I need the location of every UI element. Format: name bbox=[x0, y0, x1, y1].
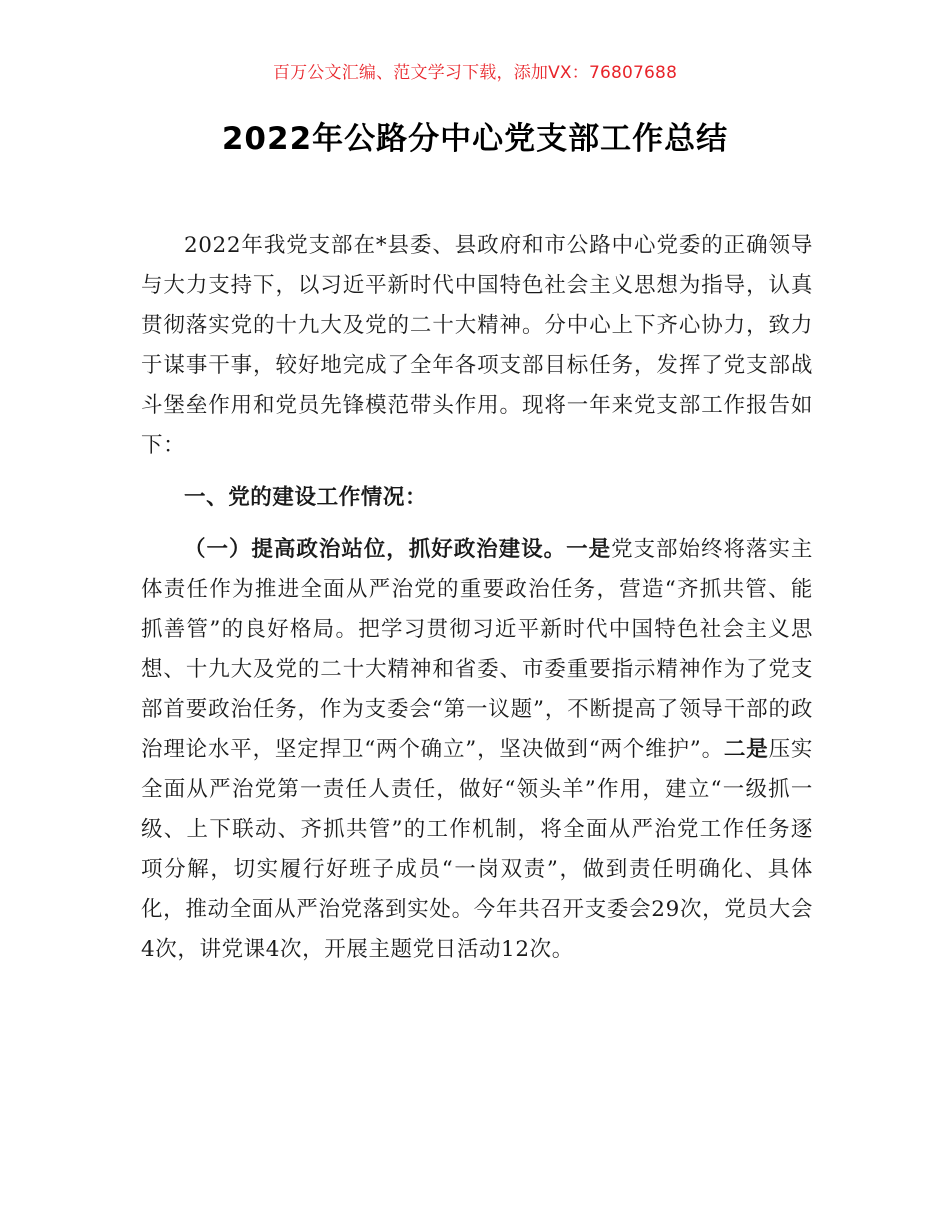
subsection-heading: （一）提高政治站位，抓好政治建设。 bbox=[184, 537, 567, 562]
point-text-second: 压实全面从严治党第一责任人责任，做好“领头羊”作用，建立“一级抓一级、上下联动、齐抓共管”的工作机制，将全面从严治党工作任务逐项分解，切实履行好班子成员“一岗双责”，做到责任明确化、具体化，推动全面从严治党落到实处。今年共召开支委会29次，党员大会4次，讲党课4次，开展主题党日活动12次。 bbox=[141, 737, 813, 962]
body-paragraph bbox=[141, 530, 813, 970]
watermark-header: 百万公文汇编、范文学习下载，添加VX：76807688 bbox=[272, 63, 678, 83]
point-text-first: 党支部始终将落实主体责任作为推进全面从严治党的重要政治任务，营造“齐抓共管、能抓善管”的良好格局。把学习贯彻习近平新时代中国特色社会主义思想、十九大及党的二十大精神和省委、市委重要指示精神作为了党支部首要政治任务，作为支委会“第一议题”，不断提高了领导干部的政治理论水平，坚定捍卫“两个确立”，坚决做到“两个维护”。 bbox=[141, 537, 814, 762]
page-title: 2022年公路分中心党支部工作总结 bbox=[221, 121, 729, 157]
point-marker-first: 一是 bbox=[566, 537, 612, 562]
document-body bbox=[141, 226, 813, 970]
point-marker-second: 二是 bbox=[723, 737, 769, 762]
section-heading: 一、党的建设工作情况： bbox=[184, 485, 428, 510]
intro-paragraph: 2022年我党支部在*县委、县政府和市公路中心党委的正确领导与大力支持下，以习近平新时代中国特色社会主义思想为指导，认真贯彻落实党的十九大及党的二十大精神。分中心上下齐心协力，致力于谋事干事，较好地完成了全年各项支部目标任务，发挥了党支部战斗堡垒作用和党员先锋模范带头作用。现将一年来党支部工作报告如下： bbox=[141, 233, 813, 458]
